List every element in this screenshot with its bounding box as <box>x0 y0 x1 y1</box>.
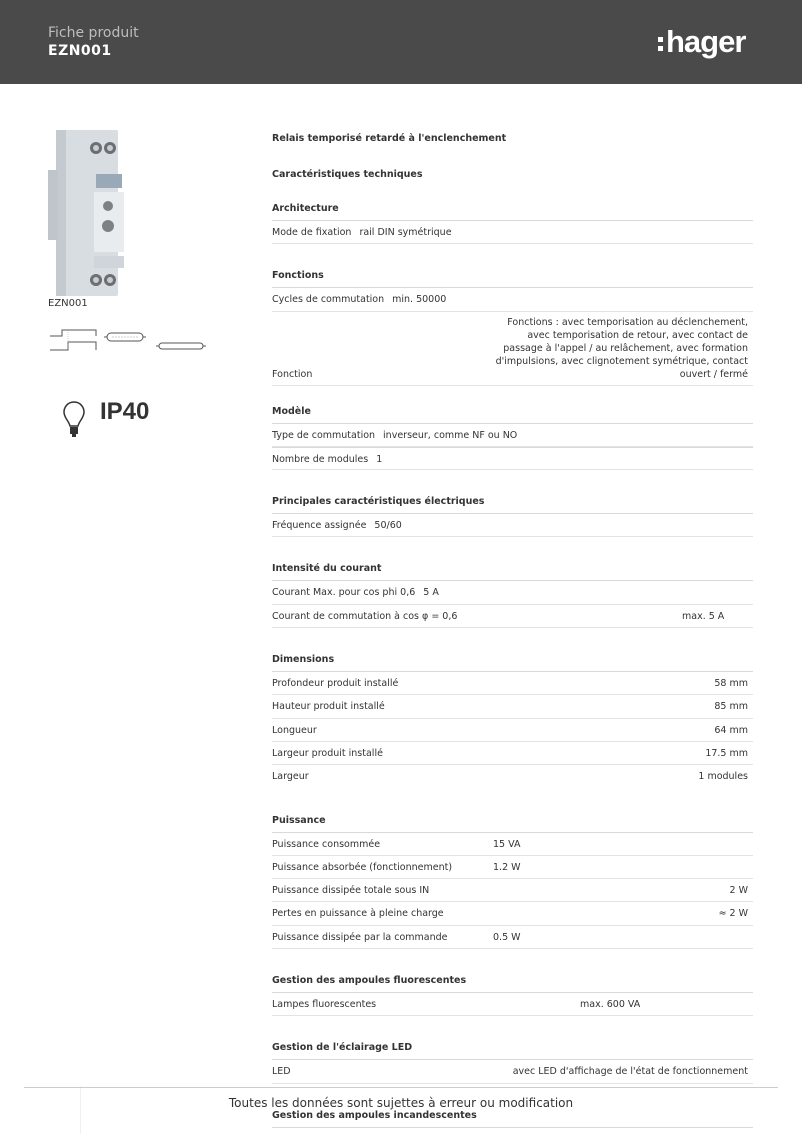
product-caption: EZN001 <box>48 298 88 309</box>
bulb-icon <box>62 400 86 438</box>
section-modele: Modèle <box>272 400 753 424</box>
spec-row: Courant Max. pour cos phi 0,6 5 A <box>272 581 753 604</box>
tech-heading: Caractéristiques techniques <box>272 169 423 180</box>
page-header <box>0 0 802 84</box>
section-led: Gestion de l'éclairage LED <box>272 1036 753 1060</box>
dimension-label: Longueur <box>272 724 317 736</box>
spec-row: Puissance consommée 15 VA <box>272 833 753 856</box>
dimension-label: Profondeur produit installé <box>272 678 399 690</box>
spec-row: Mode de fixation rail DIN symétrique <box>272 221 753 244</box>
hager-logo <box>658 24 745 58</box>
dimension-value: 17.5 mm <box>705 747 748 759</box>
dimension-row <box>272 695 753 718</box>
dimension-value: 64 mm <box>714 724 748 736</box>
document-type: Fiche produit <box>48 25 139 41</box>
product-title: Relais temporisé retardé à l'enclenchement <box>272 133 507 144</box>
dimension-row <box>272 719 753 742</box>
dimension-row <box>272 765 753 788</box>
spec-sheet <box>272 131 753 1128</box>
section-puissance: Puissance <box>272 809 753 833</box>
footer-divider <box>24 1087 778 1088</box>
timing-diagram-icon <box>48 328 100 352</box>
spec-row: LED avec LED d'affichage de l'état de fonctionnement <box>272 1060 753 1083</box>
dimension-row <box>272 672 753 695</box>
spec-row-function: Fonction Fonctions : avec temporisation au déclenchement, avec temporisation de retour, avec contact de passage à l'appel / au relâchement, avec formation d'impulsions, avec clignotement symétrique, contact ouvert / fermé <box>272 312 753 386</box>
spec-row: Nombre de modules 1 <box>272 447 753 470</box>
product-code: EZN001 <box>48 43 112 59</box>
logo-wordmark: hager <box>666 23 746 59</box>
spec-row: Type de commutation inverseur, comme NF ou NO <box>272 424 753 447</box>
section-electrique: Principales caractéristiques électriques <box>272 490 753 514</box>
divider <box>80 1086 81 1134</box>
dimension-value: 1 modules <box>698 771 748 783</box>
fluorescent-lamp-icon <box>104 331 146 343</box>
dimension-label: Largeur produit installé <box>272 747 383 759</box>
dimension-value: 85 mm <box>714 701 748 713</box>
spec-row: Cycles de commutation min. 50000 <box>272 288 753 311</box>
section-dimensions: Dimensions <box>272 648 753 672</box>
section-intensite: Intensité du courant <box>272 557 753 581</box>
dimension-label: Hauteur produit installé <box>272 701 385 713</box>
section-fluo: Gestion des ampoules fluorescentes <box>272 969 753 993</box>
footer-disclaimer: Toutes les données sont sujettes à erreur ou modification <box>228 1096 574 1110</box>
spec-row: Puissance absorbée (fonctionnement) 1.2 W <box>272 856 753 879</box>
section-fonctions: Fonctions <box>272 264 753 288</box>
ip-rating: IP40 <box>100 398 150 425</box>
tube-lamp-icon <box>156 342 206 350</box>
spec-row: Pertes en puissance à pleine charge ≈ 2 W <box>272 902 753 925</box>
spec-row: Puissance dissipée totale sous IN 2 W <box>272 879 753 902</box>
spec-row: Courant de commutation à cos φ = 0,6 max. 5 A <box>272 605 753 628</box>
spec-row: Puissance dissipée par la commande 0.5 W <box>272 926 753 949</box>
section-architecture: Architecture <box>272 197 753 221</box>
product-image <box>48 130 126 296</box>
dimensions-list <box>272 672 753 788</box>
spec-row: Fréquence assignée 50/60 <box>272 514 753 537</box>
dimension-row <box>272 742 753 765</box>
logo-dots <box>658 37 663 51</box>
spec-row: Lampes fluorescentes max. 600 VA <box>272 993 753 1016</box>
dimension-label: Largeur <box>272 771 309 783</box>
section-incandescent: Gestion des ampoules incandescentes <box>272 1104 753 1128</box>
dimension-value: 58 mm <box>714 678 748 690</box>
